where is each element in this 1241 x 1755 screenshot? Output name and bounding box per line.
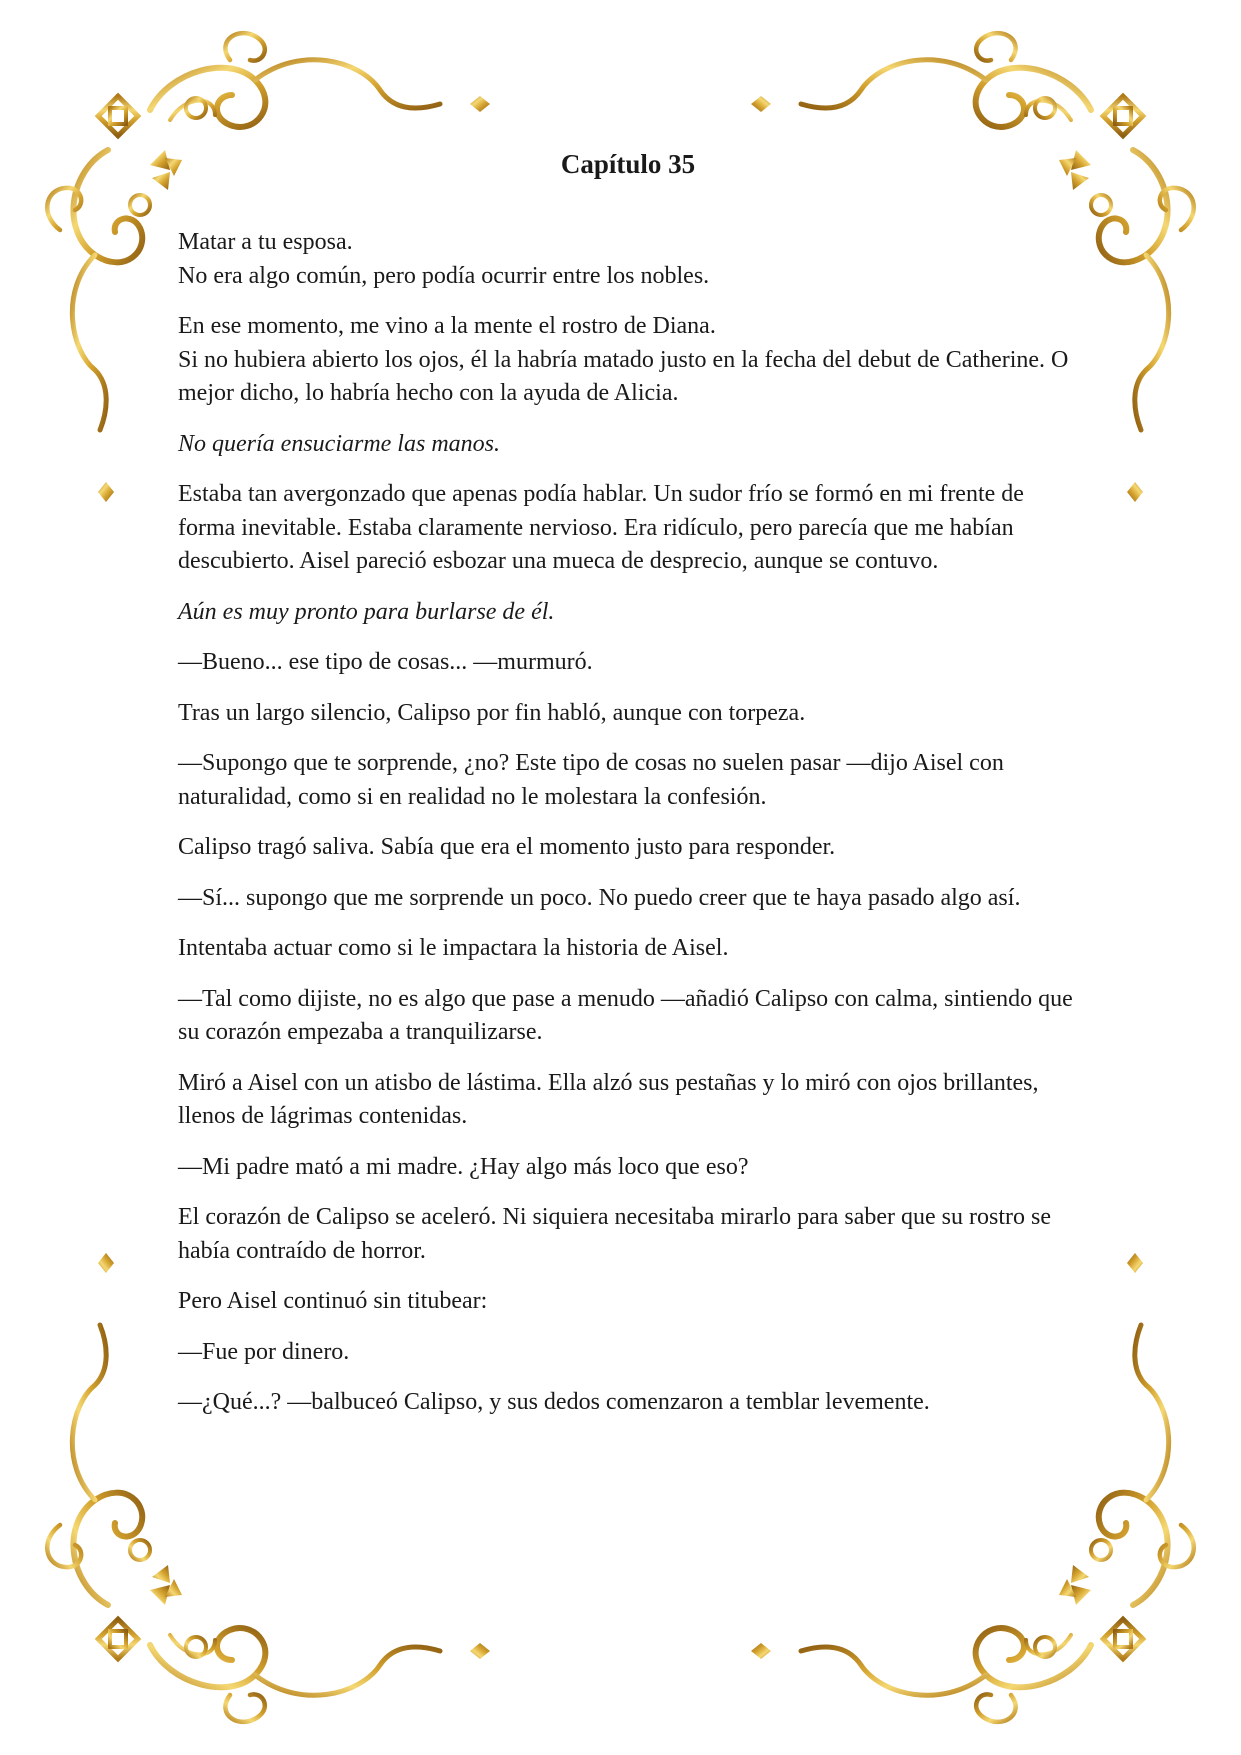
chapter-title: Capítulo 35	[560, 149, 696, 179]
paragraph-line: —Mi padre mató a mi madre. ¿Hay algo más loco que eso?	[178, 1153, 749, 1180]
paragraph-line: El corazón de Calipso se aceleró. Ni siquiera necesitaba mirarlo para saber que su rostro se había contraído de horror.	[178, 1204, 1051, 1264]
paragraph	[178, 697, 1078, 731]
paragraph-line: Miró a Aisel con un atisbo de lástima. Ella alzó sus pestañas y lo miró con ojos brillantes, llenos de lágrimas contenidas.	[178, 1069, 1039, 1129]
paragraph	[178, 747, 1078, 814]
paragraph	[178, 596, 1078, 630]
paragraph	[178, 646, 1078, 680]
paragraph-line: Tras un largo silencio, Calipso por fin habló, aunque con torpeza.	[178, 699, 806, 726]
page-content	[178, 146, 1078, 1437]
paragraph-line: —Supongo que te sorprende, ¿no? Este tipo de cosas no suelen pasar —dijo Aisel con naturalidad, como si en realidad no le molestara la confesión.	[178, 750, 1004, 810]
paragraph	[178, 932, 1078, 966]
paragraph-line: —Sí... supongo que me sorprende un poco. No puedo creer que te haya pasado algo así.	[178, 884, 1021, 911]
paragraph	[178, 226, 1078, 293]
paragraph	[178, 1336, 1078, 1370]
paragraph-line: —¿Qué...? —balbuceó Calipso, y sus dedos comenzaron a temblar levemente.	[178, 1389, 930, 1415]
paragraph-line: Calipso tragó saliva. Sabía que era el momento justo para responder.	[178, 834, 836, 860]
paragraph-line: —Tal como dijiste, no es algo que pase a menudo —añadió Calipso con calma, sintiendo que su corazón empezaba a tranquilizarse.	[178, 985, 1073, 1045]
paragraph-line: No era algo común, pero podía ocurrir entre los nobles.	[178, 262, 710, 289]
paragraph-line: Matar a tu esposa.	[178, 229, 353, 255]
paragraph	[178, 1151, 1078, 1185]
paragraph	[178, 478, 1078, 579]
paragraph	[178, 1067, 1078, 1134]
paragraph	[178, 983, 1078, 1050]
paragraph-line: Intentaba actuar como si le impactara la historia de Aisel.	[178, 935, 729, 961]
paragraph	[178, 1285, 1078, 1319]
paragraph-line: En ese momento, me vino a la mente el rostro de Diana.	[178, 313, 716, 339]
paragraph-line: Si no hubiera abierto los ojos, él la habría matado justo en la fecha del debut de Catherine. O mejor dicho, lo habría hecho con la ayuda de Alicia.	[178, 346, 1069, 406]
paragraph-line: —Bueno... ese tipo de cosas... —murmuró.	[178, 649, 593, 675]
paragraph-line: Aún es muy pronto para burlarse de él.	[178, 598, 555, 625]
paragraph	[178, 831, 1078, 865]
paragraph-line: Pero Aisel continuó sin titubear:	[178, 1288, 488, 1314]
paragraph	[178, 428, 1078, 462]
paragraph	[178, 1201, 1078, 1268]
paragraph-line: Estaba tan avergonzado que apenas podía hablar. Un sudor frío se formó en mi frente de forma inevitable. Estaba claramente nervioso. Era ridículo, pero parecía que me habían descubierto. Aisel pareció esbozar una mueca de desprecio, aunque se contuvo.	[178, 481, 1024, 574]
paragraph-line: No quería ensuciarme las manos.	[178, 430, 500, 457]
chapter-body	[178, 226, 1078, 1420]
paragraph	[178, 1386, 1078, 1420]
paragraph	[178, 310, 1078, 411]
paragraph-line: —Fue por dinero.	[178, 1338, 350, 1365]
paragraph	[178, 882, 1078, 916]
